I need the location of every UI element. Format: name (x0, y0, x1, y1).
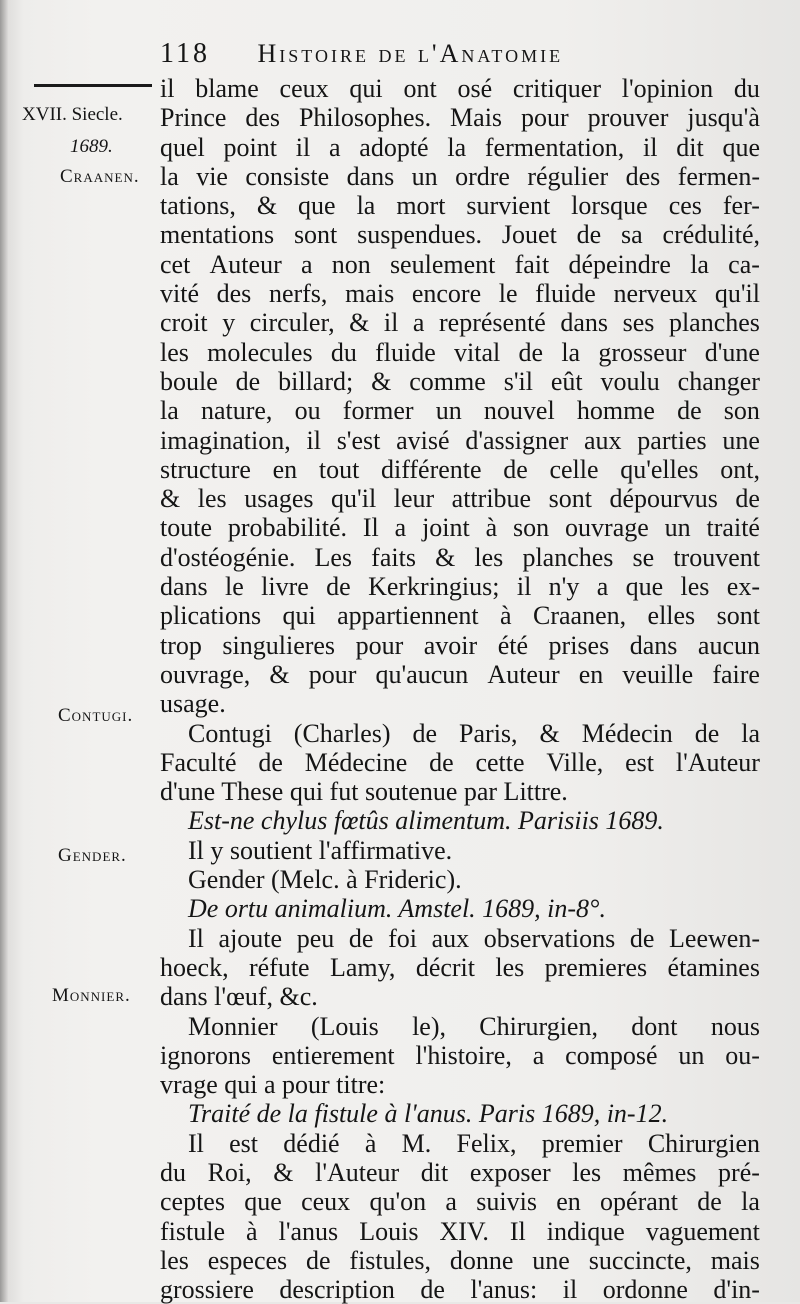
margin-rule (34, 84, 152, 87)
text-line: toute probabilité. Il a joint à son ouvrage un traité (160, 513, 760, 543)
text-line: les especes de fistules, donne une succincte, mais (160, 1245, 760, 1275)
text-line: Contugi (Charles) de Paris, & Médecin de la (188, 718, 760, 748)
text-line: tations, & que la mort survient lorsque ces fer- (160, 191, 760, 221)
text-line: croit y circuler, & il a représenté dans ses planches (160, 308, 760, 338)
margin-name-craanen: Craanen. (60, 166, 140, 187)
text-line: du Roi, & l'Auteur dit exposer les mêmes pré- (160, 1157, 760, 1187)
running-title: Histoire de l'Anatomie (257, 39, 564, 68)
margin-name-monnier: Monnier. (52, 985, 131, 1006)
text-line: vrage qui a pour titre: (160, 1070, 386, 1100)
text-line: Prince des Philosophes. Mais pour prouver jusqu'à (160, 103, 760, 133)
text-line: Est-ne chylus fœtûs alimentum. Parisiis 1689. (188, 806, 664, 836)
text-line: hoeck, réfute Lamy, décrit les premieres étamines (160, 952, 760, 982)
text-line: grossiere description de l'anus: il ordonne d'in- (160, 1275, 760, 1304)
text-line: cet Auteur a non seulement fait dépeindre la ca- (160, 249, 760, 279)
text-line: d'une These qui fut soutenue par Littre. (160, 777, 568, 807)
text-line: quel point il a adopté la fermentation, il dit que (160, 132, 760, 162)
margin-name-gender: Gender. (58, 845, 127, 866)
text-line: structure en tout différente de celle qu'elles ont, (160, 454, 760, 484)
text-line: Il ajoute peu de foi aux observations de Leewen- (188, 923, 760, 953)
running-header (160, 38, 760, 70)
text-line: imagination, il s'est avisé d'assigner aux parties une (160, 425, 760, 455)
text-line: Traité de la fistule à l'anus. Paris 1689, in-12. (188, 1099, 669, 1129)
text-line: ceptes que ceux qu'on a suivis en opérant de la (160, 1187, 760, 1217)
margin-name-contugi: Contugi. (58, 705, 134, 726)
text-line: il blame ceux qui ont osé critiquer l'opinion du (160, 74, 760, 103)
text-line: ouvrage, & pour qu'aucun Auteur en veuille faire (160, 659, 760, 689)
text-line: Faculté de Médecine de cette Ville, est l'Auteur (160, 747, 760, 777)
body-text (160, 74, 760, 1304)
text-line: usage. (160, 689, 226, 719)
page-number: 118 (160, 38, 210, 69)
margin-century: XVII. Siecle. (22, 104, 123, 125)
text-line: & les usages qu'il leur attribue sont dépourvus de (160, 484, 760, 514)
text-line: ignorons entierement l'histoire, a composé un ou- (160, 1040, 760, 1070)
text-line: plications qui appartiennent à Craanen, elles sont (160, 601, 760, 631)
text-line: trop singulieres pour avoir été prises dans aucun (160, 630, 760, 660)
gutter-shadow (0, 0, 8, 1302)
text-line: Il y soutient l'affirmative. (188, 835, 453, 865)
text-line: mentations sont suspendues. Jouet de sa crédulité, (160, 220, 760, 250)
text-line: dans l'œuf, &c. (160, 982, 318, 1012)
text-line: la nature, ou former un nouvel homme de son (160, 396, 760, 426)
text-line: les molecules du fluide vital de la grosseur d'une (160, 337, 760, 367)
text-line: Il est dédié à M. Felix, premier Chirurgien (188, 1128, 760, 1158)
text-line: dans le livre de Kerkringius; il n'y a que les ex- (160, 572, 760, 602)
text-line: boule de billard; & comme s'il eût voulu changer (160, 366, 760, 396)
text-line: Gender (Melc. à Frideric). (188, 865, 462, 895)
text-line: Monnier (Louis le), Chirurgien, dont nous (188, 1011, 760, 1041)
text-line: De ortu animalium. Amstel. 1689, in-8°. (188, 894, 606, 924)
text-line: fistule à l'anus Louis XIV. Il indique vaguement (160, 1216, 760, 1246)
text-line: la vie consiste dans un ordre régulier des fermen- (160, 161, 760, 191)
margin-year: 1689. (70, 136, 113, 157)
text-line: d'ostéogénie. Les faits & les planches se trouvent (160, 542, 760, 572)
text-line: vité des nerfs, mais encore le fluide nerveux qu'il (160, 279, 760, 309)
